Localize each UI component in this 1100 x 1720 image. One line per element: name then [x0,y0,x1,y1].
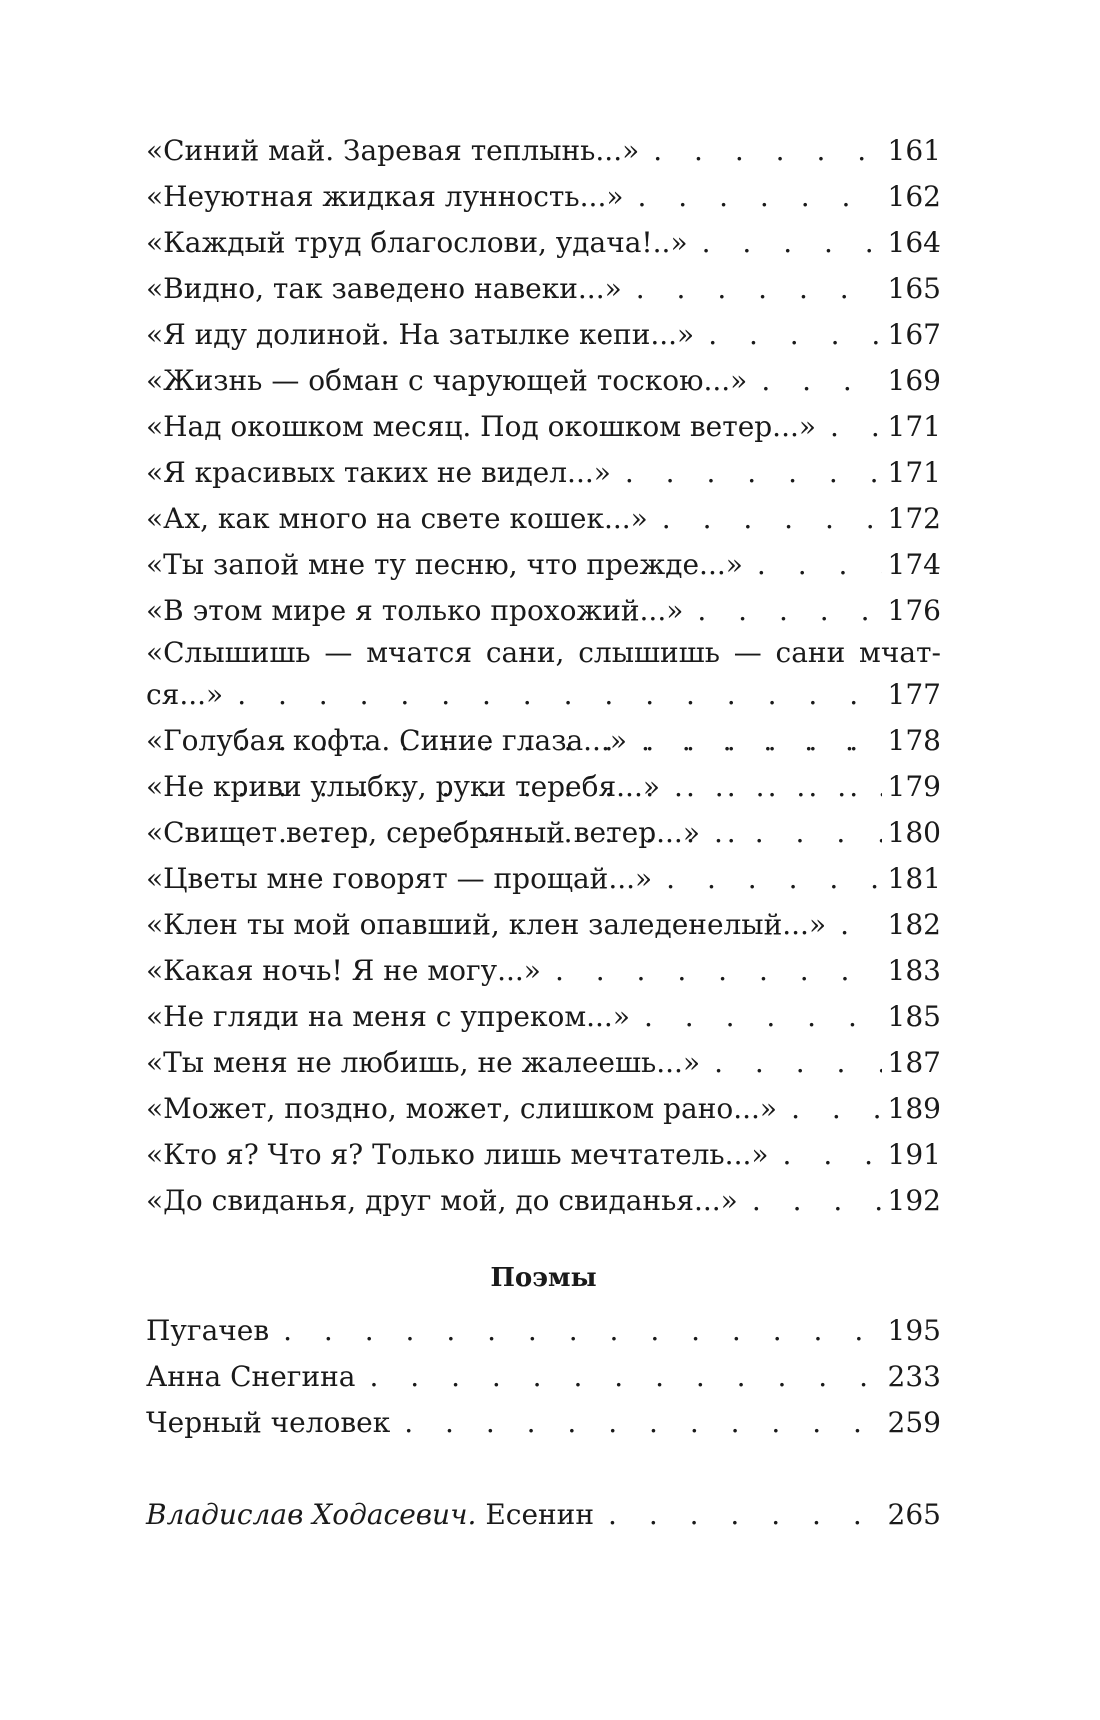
toc-entry-page: 187 [887,1046,941,1079]
toc-entry-page: 176 [887,594,941,627]
toc-entry[interactable] [146,948,941,994]
toc-entry-title-line2: ся...» [146,678,224,711]
toc-entry-title: «Над окошком месяц. Под окошком ветер...» [146,410,817,443]
toc-entry[interactable] [146,810,941,856]
toc-entry-page: 171 [887,456,941,489]
toc-entry-page: 167 [887,318,941,351]
toc-entry[interactable] [146,312,941,358]
essay-list [146,1492,941,1538]
toc-entry-title: «Может, поздно, может, слишком рано...» [146,1092,778,1125]
toc-entry-title: «Я иду долиной. На затылке кепи...» [146,318,695,351]
dot-leader [404,1400,881,1446]
toc-entry-title: «Кто я? Что я? Только лишь мечтатель...» [146,1138,769,1171]
toc-entry-title: «Не криви улыбку, руки теребя...» [146,770,660,803]
toc-entry[interactable] [146,994,941,1040]
toc-entry-page: 189 [887,1092,941,1125]
toc-entry[interactable] [146,1040,941,1086]
toc-entry-title: «Свищет ветер, серебряный ветер...» [146,816,700,849]
toc-entry-title: «До свиданья, друг мой, до свиданья...» [146,1184,738,1217]
toc-entry[interactable] [146,1132,941,1178]
toc-entry-page: 179 [887,770,941,803]
toc-entry[interactable] [146,1400,941,1446]
toc-entry[interactable] [146,266,941,312]
dot-leader [653,128,881,174]
toc-entry[interactable] [146,1086,941,1132]
dot-leader [644,994,882,1040]
toc-entry-page: 180 [887,816,941,849]
toc-entry[interactable] [146,1178,941,1224]
dot-leader [369,1354,881,1400]
toc-entry-title: «Ты запой мне ту песню, что прежде...» [146,548,743,581]
toc-entry-page: 169 [887,364,941,397]
toc-entry[interactable] [146,450,941,496]
toc-entry[interactable] [146,1354,941,1400]
dot-leader [702,220,882,266]
dot-leader [697,588,881,634]
dot-leader [283,1308,881,1354]
dot-leader [674,764,882,810]
toc-entry-page: 174 [887,548,941,581]
toc-entry-title: Черный человек [146,1406,391,1439]
toc-entry-page: 265 [887,1498,941,1531]
dot-leader [714,1040,881,1086]
toc-entry-title: «Не гляди на меня с упреком...» [146,1000,630,1033]
toc-entry-page: 165 [887,272,941,305]
toc-entry-page: 162 [887,180,941,213]
essay-author: Владислав Ходасевич. [146,1498,477,1531]
toc-entry-title: «Голубая кофта. Синие глаза...» [146,724,627,757]
toc-entry[interactable] [146,128,941,174]
toc-entry-page: 259 [887,1406,941,1439]
toc-entry[interactable] [146,496,941,542]
toc-entry-page: 177 [887,678,941,711]
toc-entry-title [146,1492,594,1538]
toc-entry[interactable] [146,718,941,764]
dot-leader [757,542,882,588]
toc-entry[interactable] [146,542,941,588]
toc-entry-wrapped[interactable] [146,634,941,718]
essay-title: Есенин [485,1498,595,1531]
dot-leader [555,948,882,994]
dot-leader [783,1132,882,1178]
toc-entry-title: Пугачев [146,1314,270,1347]
toc-entry-page: 191 [887,1138,941,1171]
toc-entry-title: «Ах, как много на свете кошек...» [146,502,648,535]
toc-entry[interactable] [146,1308,941,1354]
dot-leader [840,902,881,948]
toc-entry-title: «Синий май. Заревая теплынь...» [146,134,640,167]
toc-entry-title: «Жизнь — обман с чарующей тоскою...» [146,364,748,397]
toc-entry-page: 195 [887,1314,941,1347]
dot-leader [708,312,881,358]
dot-leader [641,718,882,764]
toc-entry-page: 183 [887,954,941,987]
dot-leader [636,266,882,312]
toc-entry-page: 161 [887,134,941,167]
long-poem-list [146,1308,941,1446]
toc-entry-title: «Видно, так заведено навеки...» [146,272,622,305]
toc-entry[interactable] [146,358,941,404]
dot-leader [752,1178,882,1224]
toc-entry-title: «Я красивых таких не видел...» [146,456,611,489]
toc-entry[interactable] [146,404,941,450]
poem-list [146,128,941,1224]
toc-entry-title: «Каждый труд благослови, удача!..» [146,226,688,259]
toc-entry[interactable] [146,764,941,810]
toc-entry-page: 171 [887,410,941,443]
toc-entry-title: Анна Снегина [146,1360,356,1393]
toc-entry-page: 181 [887,862,941,895]
toc-entry[interactable] [146,856,941,902]
dot-leader [662,496,882,542]
toc-entry-page: 178 [887,724,941,757]
toc-entry-title-line1: «Слышишь — мчатся сани, слышишь — сани мчат- [146,636,941,669]
dot-leader [666,856,881,902]
dot-leader [830,404,882,450]
toc-entry-page: 182 [887,908,941,941]
toc-entry-page: 233 [887,1360,941,1393]
dot-leader [638,174,882,220]
toc-entry-page: 164 [887,226,941,259]
toc-entry-title: «Клен ты мой опавший, клен заледенелый...» [146,908,827,941]
toc-entry-title: «Ты меня не любишь, не жалеешь...» [146,1046,701,1079]
dot-leader [761,358,881,404]
toc-entry-title: «В этом мире я только прохожий...» [146,594,684,627]
dot-leader [608,1492,882,1538]
toc-entry-title: «Неуютная жидкая лунность...» [146,180,624,213]
section-heading-poems: Поэмы [490,1263,597,1293]
toc-entry-page: 185 [887,1000,941,1033]
toc-entry-essay[interactable] [146,1492,941,1538]
toc-entry-page: 172 [887,502,941,535]
toc-entry[interactable] [146,588,941,634]
dot-leader [714,810,882,856]
toc-entry[interactable] [146,220,941,266]
toc-entry-title: «Цветы мне говорят — прощай...» [146,862,653,895]
dot-leader [625,450,882,496]
toc-entry[interactable] [146,902,941,948]
table-of-contents [146,128,941,1538]
toc-entry-title: «Какая ночь! Я не могу...» [146,954,541,987]
toc-entry[interactable] [146,174,941,220]
toc-entry-page: 192 [887,1184,941,1217]
dot-leader [791,1086,881,1132]
